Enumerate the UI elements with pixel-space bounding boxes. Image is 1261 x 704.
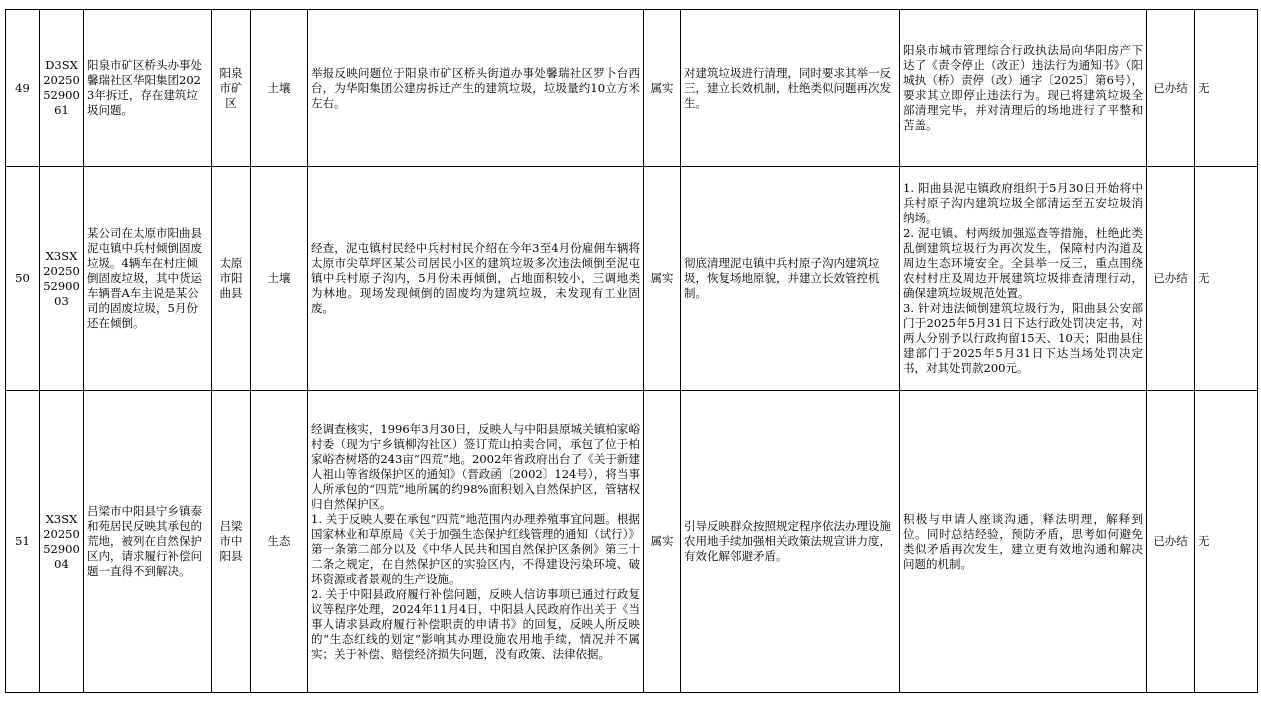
rectification-result-cell: [900, 391, 1147, 693]
table-row: [6, 391, 1258, 693]
table-row: [6, 10, 1258, 167]
complaint-summary-cell: 吕梁市中阳县宁乡镇泰和苑居民反映其承包的荒地，被列在自然保护区内，请求履行补偿问题一直得不到解决。: [84, 391, 212, 693]
status-cell: 已办结: [1147, 167, 1195, 391]
verdict-cell: 属实: [644, 167, 681, 391]
verdict-cell: 属实: [644, 391, 681, 693]
row-number-cell: 49: [6, 10, 40, 167]
category-cell: 生态: [251, 391, 308, 693]
investigation-paragraph: 举报反映问题位于阳泉市矿区桥头街道办事处馨瑞社区罗卜台西台，为华阳集团公建房拆迁产生的建筑垃圾，垃圾量约10立方米左右。: [311, 65, 640, 110]
category-cell: 土壤: [251, 167, 308, 391]
investigation-paragraph: 经调查核实，1996年3月30日，反映人与中阳县原城关镇柏家峪村委（现为宁乡镇柳沟社区）签订荒山拍卖合同，承包了位于柏家峪杏树塔的243亩“四荒”地。2002年省政府出台了《关于新建人祖山等省级保护区的通知》（晋政函〔2002〕124号），将当事人所承包的“四荒”地所属的约98%面积划入自然保护区，管辖权归自然保护区。: [311, 421, 640, 511]
district-cell: 阳泉市矿区: [212, 10, 251, 167]
table-row: [6, 167, 1258, 391]
investigation-cell: [308, 391, 644, 693]
investigation-paragraph: 经查，泥屯镇村民经中兵村村民介绍在今年3至4月份雇佣车辆将太原市尖草坪区某公司居民小区的建筑垃圾多次违法倾倒至泥屯镇中兵村原子沟内，5月份未再倾倒，占地面积较小，三调地类为林地。现场发现倾倒的固废均为建筑垃圾，未发现有工业固废。: [311, 241, 640, 315]
status-cell: 已办结: [1147, 391, 1195, 693]
investigation-cell: [308, 167, 644, 391]
row-number-cell: 50: [6, 167, 40, 391]
case-code-cell: X3SX202505290004: [40, 391, 84, 693]
district-cell: 吕梁市中阳县: [212, 391, 251, 693]
category-cell: 土壤: [251, 10, 308, 167]
case-code-cell: D3SX202505290061: [40, 10, 84, 167]
rectification-result-cell: [900, 10, 1147, 167]
result-paragraph: 3. 针对违法倾倒建筑垃圾行为，阳曲县公安部门于2025年5月31日下达行政处罚决定书，对两人分别予以行政拘留15天、10天；阳曲县住建部门于2025年5月31日下达当场处罚决定书，对其处罚款200元。: [903, 301, 1143, 375]
complaint-summary-cell: 阳泉市矿区桥头办事处馨瑞社区华阳集团2023年拆迁，存在建筑垃圾问题。: [84, 10, 212, 167]
inspection-case-table: [5, 9, 1258, 693]
accountability-cell: 无: [1195, 10, 1258, 167]
result-paragraph: 2. 泥屯镇、村两级加强巡查等措施，杜绝此类乱倒建筑垃圾行为再次发生，保障村内沟道及周边生态环境安全。全县举一反三，重点围绕农村村庄及周边开展建筑垃圾排查清理行动，确保建筑垃圾规范处置。: [903, 226, 1143, 300]
accountability-cell: 无: [1195, 391, 1258, 693]
investigation-paragraph: 2. 关于中阳县政府履行补偿问题，反映人信访事项已通过行政复议等程序处理，2024年11月4日，中阳县人民政府作出关于《当事人请求县政府履行补偿职责的申请书》的回复，反映人所反映的“生态红线的划定”影响其办理设施农用地手续，情况并不属实；关于补偿、赔偿经济损失问题，没有政策、法律依据。: [311, 586, 640, 661]
rectification-requirement-cell: 彻底清理泥屯镇中兵村原子沟内建筑垃圾，恢复场地原貌，并建立长效管控机制。: [681, 167, 900, 391]
rectification-requirement-cell: 引导反映群众按照规定程序依法办理设施农用地手续加强相关政策法规宣讲力度，有效化解邻避矛盾。: [681, 391, 900, 693]
status-cell: 已办结: [1147, 10, 1195, 167]
rectification-result-cell: [900, 167, 1147, 391]
investigation-paragraph: 1. 关于反映人要在承包“四荒”地范围内办理养殖事宜问题。根据国家林业和草原局《关于加强生态保护红线管理的通知（试行）》第一条第二部分以及《中华人民共和国自然保护区条例》第三十二条之规定，在自然保护区的实验区内，不得建设污染环境、破坏资源或者景观的生产设施。: [311, 511, 640, 586]
result-paragraph: 1. 阳曲县泥屯镇政府组织于5月30日开始将中兵村原子沟内建筑垃圾全部清运至五安垃圾消纳场。: [903, 181, 1143, 225]
complaint-summary-cell: 某公司在太原市阳曲县泥屯镇中兵村倾倒固废垃圾。4辆车在村庄倾倒固废垃圾，其中货运车辆晋A车主说是某公司的固废垃圾，5月份还在倾倒。: [84, 167, 212, 391]
accountability-cell: 无: [1195, 167, 1258, 391]
rectification-requirement-cell: 对建筑垃圾进行清理，同时要求其举一反三，建立长效机制，杜绝类似问题再次发生。: [681, 10, 900, 167]
case-code-cell: X3SX202505290003: [40, 167, 84, 391]
row-number-cell: 51: [6, 391, 40, 693]
district-cell: 太原市阳曲县: [212, 167, 251, 391]
investigation-cell: [308, 10, 644, 167]
result-paragraph: 阳泉市城市管理综合行政执法局向华阳房产下达了《责令停止（改正）违法行为通知书》（阳城执（桥）责停（改）通字〔2025〕第6号），要求其立即停止违法行为。现已将建筑垃圾全部清理完毕，并对清理后的场地进行了平整和苫盖。: [903, 43, 1143, 132]
result-paragraph: 积极与申请人座谈沟通，释法明理，解释到位。同时总结经验，预防矛盾，思考如何避免类似矛盾再次发生，建立更有效地沟通和解决问题的机制。: [903, 511, 1143, 571]
verdict-cell: 属实: [644, 10, 681, 167]
